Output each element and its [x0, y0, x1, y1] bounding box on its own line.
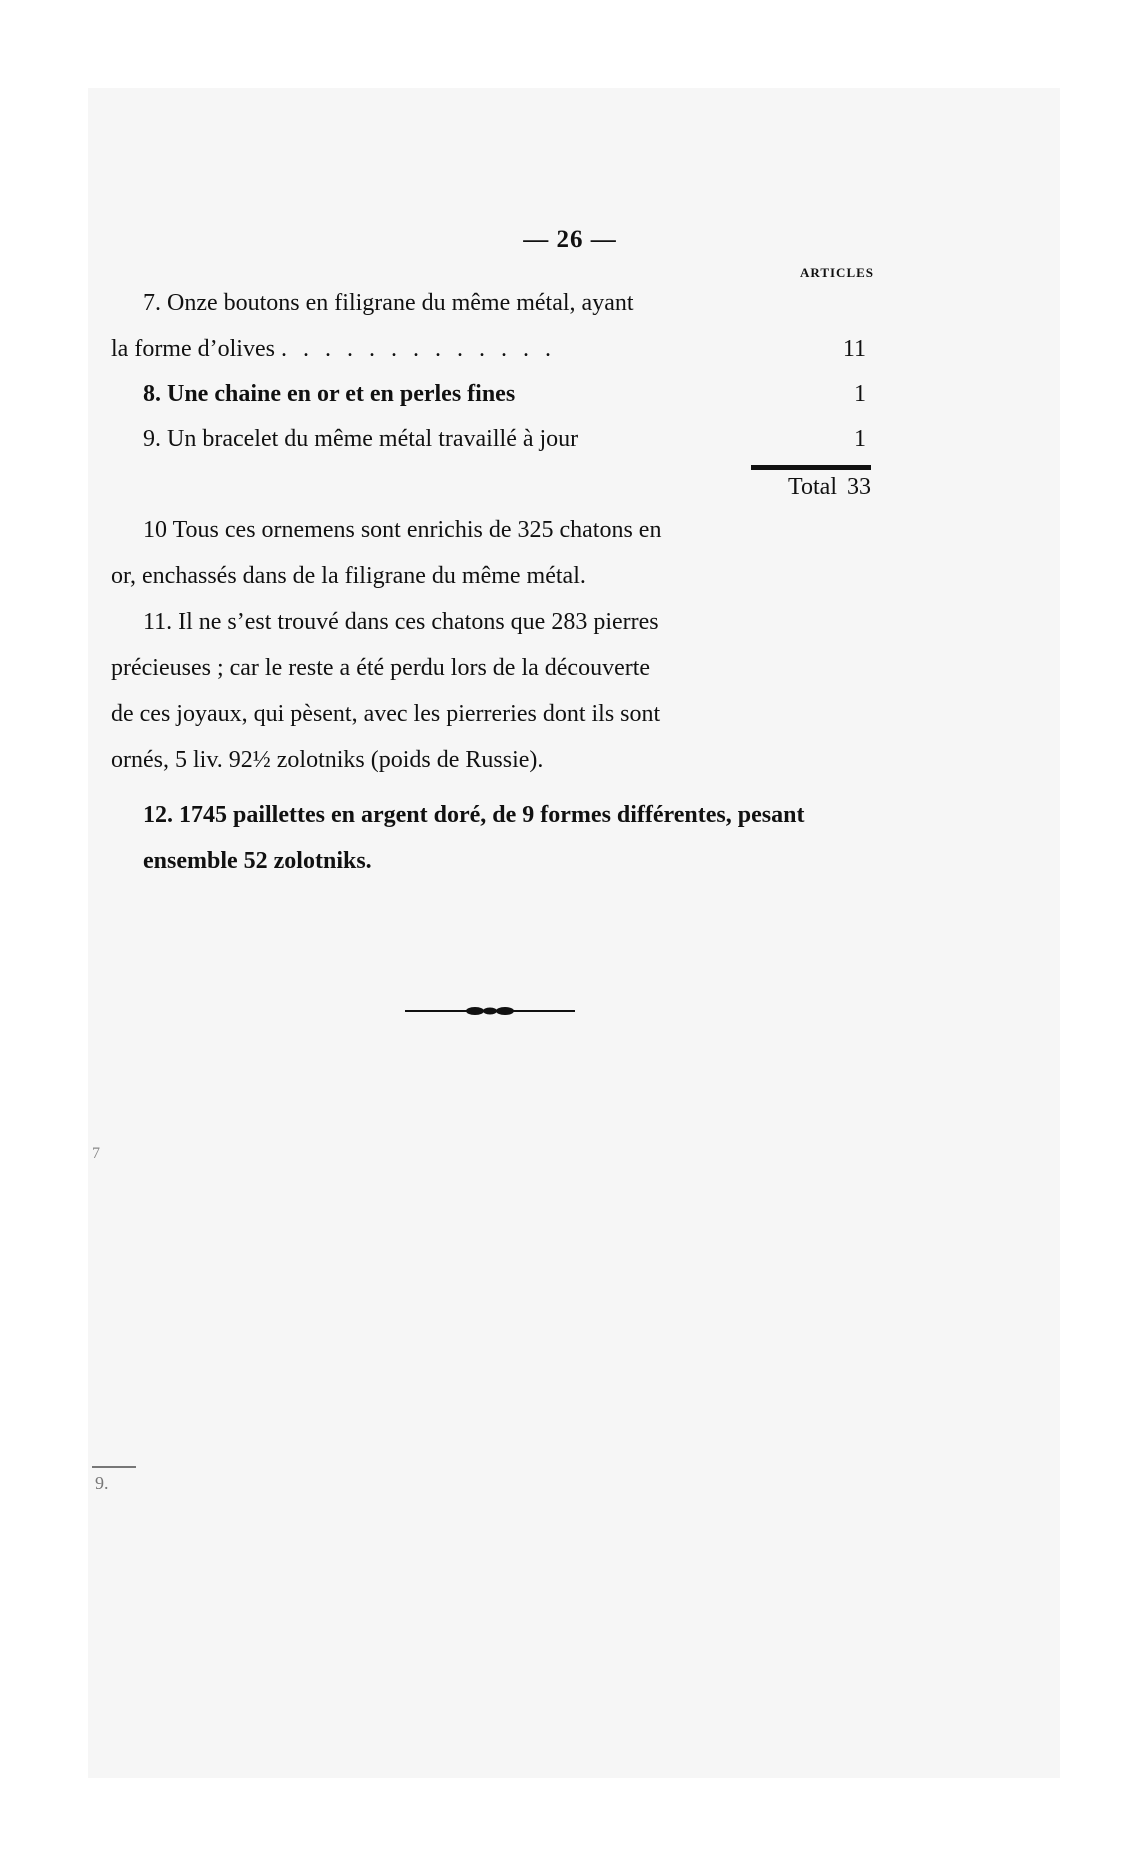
paragraph-10-line-2: or, enchassés dans de la filigrane du même métal. — [111, 563, 586, 589]
page-number: — 26 — — [523, 226, 617, 253]
total-label: Total — [788, 474, 837, 500]
item-9-quantity: 1 — [854, 426, 866, 452]
total-row — [751, 473, 871, 501]
footnote-mark: 9. — [95, 1473, 109, 1493]
paragraph-11-line-3: de ces joyaux, qui pèsent, avec les pierreries dont ils sont — [111, 701, 661, 727]
ornament-divider — [405, 1005, 575, 1017]
item-7-leaders: . . . . . . . . . . . . . — [280, 336, 556, 362]
item-7-line-1: 7. Onze boutons en filigrane du même métal, ayant — [143, 290, 634, 316]
item-8-quantity: 1 — [854, 381, 866, 407]
item-7-line-2 — [111, 335, 556, 363]
item-7-label: la forme d’olives — [111, 336, 275, 362]
bleed-through-mark: 7 — [92, 1145, 100, 1162]
item-9-line: 9. Un bracelet du même métal travaillé à jour — [143, 426, 579, 452]
total-value: 33 — [847, 474, 871, 500]
paragraph-10-line-1: 10 Tous ces ornemens sont enrichis de 325 chatons en — [143, 517, 662, 543]
item-8-line: 8. Une chaine en or et en perles fines — [143, 381, 516, 407]
paragraph-11-line-1: 11. Il ne s’est trouvé dans ces chatons que 283 pierres — [143, 609, 659, 635]
total-rule — [751, 465, 871, 470]
articles-column-header: ARTICLES — [800, 265, 875, 280]
paragraph-11-line-4: ornés, 5 liv. 92½ zolotniks (poids de Russie). — [111, 747, 544, 773]
item-7-quantity: 11 — [842, 336, 866, 362]
footnote-rule — [92, 1466, 136, 1468]
paragraph-12: 12. 1745 paillettes en argent doré, de 9 formes différentes, pesant ensemble 52 zolotniks. — [143, 802, 805, 874]
paragraph-11-line-2: précieuses ; car le reste a été perdu lors de la découverte — [111, 655, 651, 681]
